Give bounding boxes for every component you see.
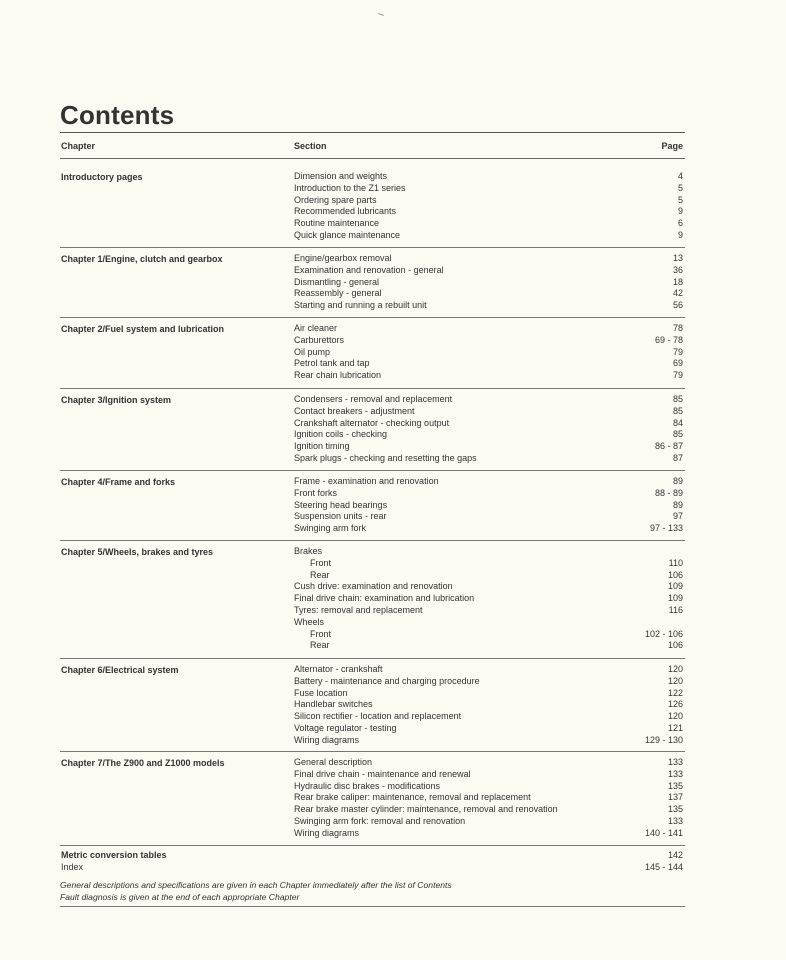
section-entry [294, 370, 685, 382]
page-number: 133 [667, 768, 683, 779]
footnote-line: Fault diagnosis is given at the end of each appropriate Chapter [60, 891, 300, 902]
section-list [294, 323, 685, 382]
section-name: Examination and renovation - general [294, 264, 444, 275]
page-title: Contents [60, 100, 175, 130]
section-name: Fuse location [294, 687, 348, 698]
section-entry [294, 418, 685, 430]
page-number: 102 - 106 [644, 628, 683, 639]
page-number: 86 - 87 [654, 441, 683, 452]
section-entry [294, 617, 685, 629]
section-list [294, 664, 685, 747]
page-number: 87 [672, 452, 683, 463]
section-entry [294, 300, 685, 312]
page-number: 89 [672, 499, 683, 510]
section-entry [294, 288, 685, 300]
section-name: Reassembly - general [294, 288, 382, 299]
tail-entry [60, 850, 685, 862]
section-name: Swinging arm fork [294, 523, 367, 534]
section-entry [294, 769, 685, 781]
page-number: 142 [667, 850, 683, 860]
page-number: 85 [672, 429, 683, 440]
page-number: 9 [677, 229, 683, 240]
section-name: Spark plugs - checking and resetting the gaps [294, 452, 477, 463]
section-entry [294, 195, 685, 207]
section-entry [294, 723, 685, 735]
section-name: Final drive chain: examination and lubrication [294, 593, 475, 604]
page-number: 13 [672, 253, 683, 263]
section-entry [294, 711, 685, 723]
page-number: 5 [677, 182, 683, 193]
section-entry [294, 735, 685, 747]
section-entry [294, 358, 685, 370]
section-name: Dimension and weights [294, 171, 388, 181]
tail-label: Index [61, 862, 84, 872]
section-name: Ignition coils - checking [294, 429, 388, 440]
section-name: Rear [310, 569, 330, 580]
section-entry [294, 335, 685, 347]
page-number: 69 [672, 358, 683, 369]
page-number: 4 [677, 171, 683, 181]
page-number: 84 [672, 417, 683, 428]
page-number: 135 [667, 780, 683, 791]
page-number: 109 [667, 581, 683, 592]
chapter-title: Chapter 7/The Z900 and Z1000 models [61, 758, 225, 768]
page-number: 85 [672, 394, 683, 404]
section-name: Routine maintenance [294, 218, 380, 229]
section-name: Cush drive: examination and renovation [294, 581, 453, 592]
chapter-title: Chapter 4/Frame and forks [61, 477, 176, 487]
section-entry [294, 253, 685, 265]
section-entry [294, 664, 685, 676]
page-number: 137 [667, 792, 683, 803]
section-name: Brakes [294, 546, 323, 556]
section-entry [294, 323, 685, 335]
section-name: Petrol tank and tap [294, 358, 370, 369]
section-entry [294, 593, 685, 605]
page-number: 9 [677, 206, 683, 217]
section-entry [294, 816, 685, 828]
section-name: Battery - maintenance and charging procedure [294, 675, 480, 686]
section-name: Ordering spare parts [294, 194, 377, 205]
chapter-title: Chapter 1/Engine, clutch and gearbox [61, 254, 223, 264]
section-entry [294, 277, 685, 289]
section-name: Wiring diagrams [294, 734, 360, 745]
section-name: Wheels [294, 616, 325, 627]
section-entry [294, 804, 685, 816]
page-number: 120 [667, 675, 683, 686]
section-entry [294, 688, 685, 700]
section-entry [294, 500, 685, 512]
section-name: Rear brake master cylinder: maintenance, removal and renovation [294, 804, 558, 815]
page-number: 18 [672, 276, 683, 287]
page-number: 56 [672, 300, 683, 311]
section-entry [294, 453, 685, 465]
chapter-title: Chapter 5/Wheels, brakes and tyres [61, 547, 214, 557]
block-divider [60, 470, 685, 471]
section-name: Handlebar switches [294, 699, 373, 710]
section-list [294, 394, 685, 465]
section-entry [294, 476, 685, 488]
column-header-page: Page [661, 141, 683, 151]
section-entry [294, 429, 685, 441]
footnote-line: General descriptions and specifications are given in each Chapter immediately after the list of Contents [60, 880, 452, 890]
section-entry [294, 183, 685, 195]
section-name: Front [310, 557, 332, 568]
page-number: 116 [668, 604, 683, 615]
section-name: Wiring diagrams [294, 827, 360, 838]
section-entry [294, 581, 685, 593]
section-name: General description [294, 757, 373, 767]
page-number: 126 [667, 699, 683, 710]
section-entry [294, 676, 685, 688]
tail-label: Metric conversion tables [61, 850, 167, 860]
section-name: Frame - examination and renovation [294, 476, 439, 486]
section-name: Swinging arm fork: removal and renovation [294, 815, 466, 826]
section-name: Steering head bearings [294, 499, 388, 510]
section-entry [294, 629, 685, 641]
page-number: 42 [672, 288, 683, 299]
section-entry [294, 265, 685, 277]
page-number: 6 [677, 218, 683, 229]
page-number: 129 - 130 [644, 734, 683, 745]
chapter-title: Introductory pages [61, 172, 143, 182]
section-entry [294, 640, 685, 652]
page-number: 133 [667, 757, 683, 767]
block-divider [60, 247, 685, 248]
section-name: Introduction to the Z1 series [294, 182, 406, 193]
section-name: Final drive chain - maintenance and renewal [294, 768, 471, 779]
page-number: 97 - 133 [649, 523, 683, 534]
section-entry [294, 441, 685, 453]
page-number: 110 [668, 557, 683, 568]
page-number: 120 [667, 711, 683, 722]
section-name: Rear brake caliper: maintenance, removal and replacement [294, 792, 531, 803]
section-entry [294, 171, 685, 183]
page-number: 89 [672, 476, 683, 486]
section-name: Air cleaner [294, 323, 338, 333]
section-entry [294, 218, 685, 230]
page-number: 133 [667, 815, 683, 826]
block-divider [60, 388, 685, 389]
section-name: Contact breakers - adjustment [294, 405, 415, 416]
page-number: 85 [672, 405, 683, 416]
section-entry [294, 523, 685, 535]
section-entry [294, 757, 685, 769]
section-entry [294, 792, 685, 804]
page-number: 140 - 141 [644, 827, 683, 838]
section-list [294, 253, 685, 312]
page-number: 120 [667, 664, 683, 674]
section-entry [294, 511, 685, 523]
chapter-title: Chapter 6/Electrical system [61, 665, 179, 675]
page-number: 88 - 89 [654, 487, 683, 498]
section-name: Quick glance maintenance [294, 229, 401, 240]
section-name: Carburettors [294, 334, 345, 345]
page-number: 97 [672, 511, 683, 522]
section-name: Crankshaft alternator - checking output [294, 417, 450, 428]
section-name: Front forks [294, 487, 338, 498]
section-entry [294, 394, 685, 406]
block-divider [60, 751, 685, 752]
section-entry [294, 558, 685, 570]
page-number: 69 - 78 [654, 334, 683, 345]
paper-mark [378, 13, 384, 16]
section-name: Oil pump [294, 346, 331, 357]
page-number: 109 [667, 593, 683, 604]
footnotes [60, 880, 452, 904]
column-header-chapter: Chapter [61, 141, 96, 151]
section-entry [294, 828, 685, 840]
section-list [294, 757, 685, 840]
section-entry [294, 206, 685, 218]
section-name: Hydraulic disc brakes - modifications [294, 780, 441, 791]
column-header-section: Section [294, 141, 327, 151]
page-number: 78 [672, 323, 683, 333]
block-divider [60, 658, 685, 659]
page-number: 145 - 144 [644, 862, 683, 872]
block-divider [60, 317, 685, 318]
section-entry [294, 781, 685, 793]
chapter-title: Chapter 2/Fuel system and lubrication [61, 324, 225, 334]
section-name: Rear [310, 640, 330, 651]
section-entry [294, 605, 685, 617]
section-entry [294, 570, 685, 582]
section-entry [294, 347, 685, 359]
section-entry [294, 406, 685, 418]
section-name: Silicon rectifier - location and replacement [294, 711, 462, 722]
tail-entry [60, 862, 685, 874]
page-number: 79 [672, 370, 683, 381]
section-name: Voltage regulator - testing [294, 722, 397, 733]
section-name: Suspension units - rear [294, 511, 387, 522]
chapter-title: Chapter 3/Ignition system [61, 395, 172, 405]
section-name: Dismantling - general [294, 276, 380, 287]
page-number: 36 [672, 264, 683, 275]
section-list [294, 171, 685, 242]
section-entry [294, 230, 685, 242]
section-entry [294, 546, 685, 558]
page-number: 5 [677, 194, 683, 205]
page-number: 79 [672, 346, 683, 357]
page-number: 135 [667, 804, 683, 815]
page-number: 106 [667, 640, 683, 651]
page-number: 106 [667, 569, 683, 580]
section-entry [294, 699, 685, 711]
header-rule [60, 158, 685, 159]
block-divider [60, 540, 685, 541]
bottom-rule [60, 906, 685, 907]
section-name: Engine/gearbox removal [294, 253, 392, 263]
title-rule [60, 132, 685, 133]
section-name: Alternator - crankshaft [294, 664, 383, 674]
page-number: 122 [667, 687, 683, 698]
section-name: Recommended lubricants [294, 206, 397, 217]
section-name: Condensers - removal and replacement [294, 394, 453, 404]
section-name: Rear chain lubrication [294, 370, 382, 381]
section-name: Tyres: removal and replacement [294, 604, 423, 615]
section-name: Starting and running a rebuilt unit [294, 300, 427, 311]
section-list [294, 476, 685, 535]
section-list [294, 546, 685, 652]
section-entry [294, 488, 685, 500]
section-name: Ignition timing [294, 441, 350, 452]
section-name: Front [310, 628, 332, 639]
page-number: 121 [667, 722, 683, 733]
block-divider [60, 845, 685, 846]
